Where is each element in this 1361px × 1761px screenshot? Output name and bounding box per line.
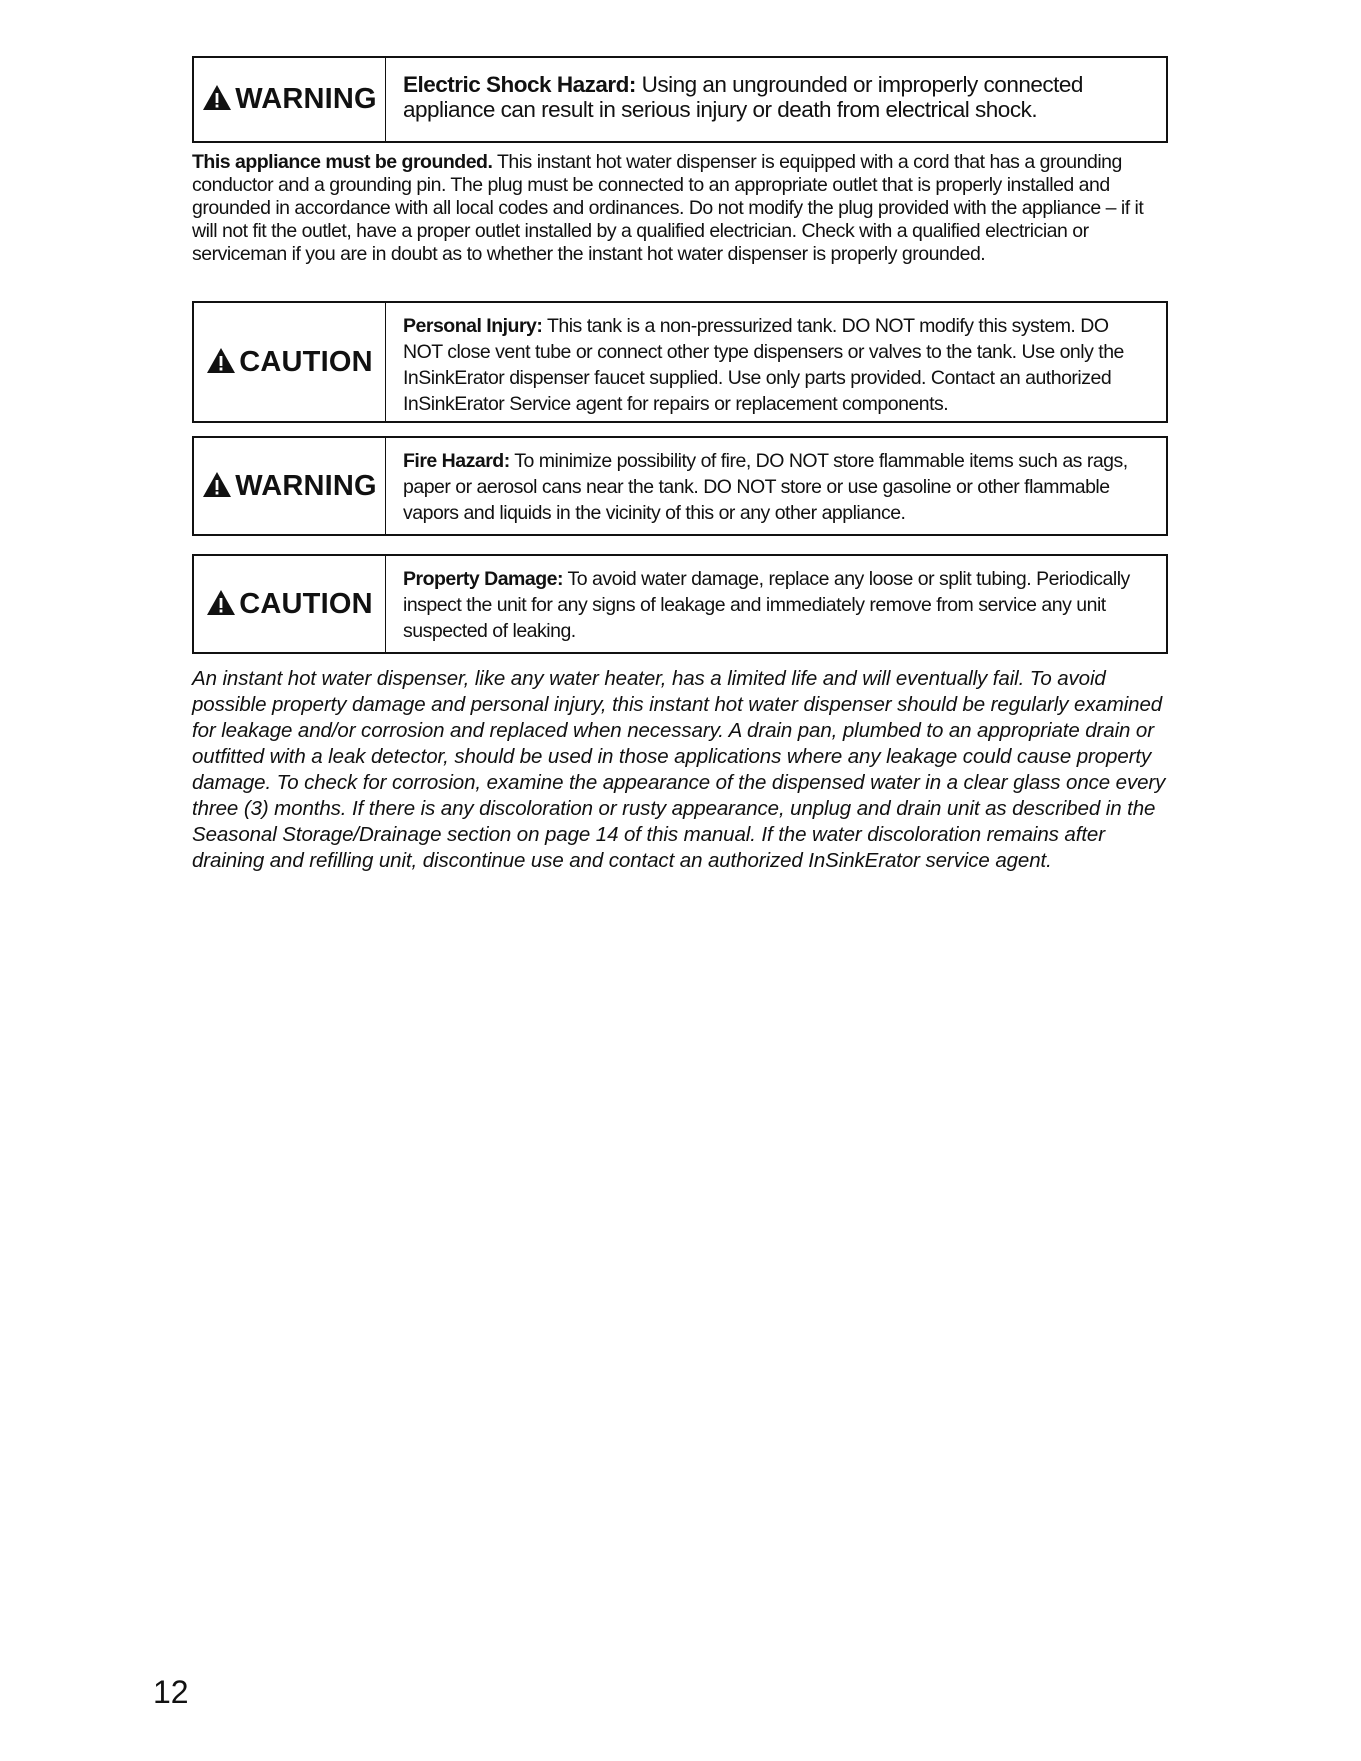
personal-injury-title: Personal Injury: [403,315,543,337]
electric-shock-title: Electric Shock Hazard: [403,72,636,97]
caution-label-text: CAUTION [239,587,373,620]
personal-injury-desc: This tank is a non-pressurized tank. DO NOT modify this system. DO NOT close vent tube or connect other type dispensers or valves to the tank. Use only the InSinkErator dispenser faucet supplied. Use only parts provided. Contact an authorized InSinkErator Service agent for repairs or replacement components. [403,315,1124,415]
property-damage-text [386,556,1166,652]
fire-hazard-title: Fire Hazard: [403,450,510,472]
lifetime-note-paragraph: An instant hot water dispenser, like any water heater, has a limited life and will eventually fail. To avoid possible property damage and personal injury, this instant hot water dispenser should be regularly examined for leakage and/or corrosion and replaced when necessary. A drain pan, plumbed to an appropriate drain or outfitted with a leak detector, should be used in those applications where any leakage could cause property damage. To check for corrosion, examine the appearance of the dispensed water in a clear glass once every three (3) months. If there is any discoloration or rusty appearance, unplug and drain unit as described in the Seasonal Storage/Drainage section on page 14 of this manual. If the water discoloration remains after draining and refilling unit, discontinue use and contact an authorized InSinkErator service agent. [192,667,1166,872]
caution-label-text: CAUTION [239,345,373,378]
electric-shock-warning-box [192,56,1168,143]
grounding-paragraph [192,151,1172,266]
caution-label [194,556,386,652]
warning-label-text: WARNING [235,469,377,502]
warning-triangle-icon [206,347,236,374]
warning-triangle-icon [202,471,232,498]
warning-label-text: WARNING [235,83,377,115]
property-damage-desc: To avoid water damage, replace any loose or split tubing. Periodically inspect the unit for any signs of leakage and immediately remove from service any unit suspected of leaking. [403,568,1130,642]
warning-triangle-icon [206,589,236,616]
electric-shock-text [386,58,1166,141]
personal-injury-caution-box [192,301,1168,423]
warning-triangle-icon [202,84,232,111]
page-number: 12 [153,1674,189,1710]
grounding-text: This instant hot water dispenser is equipped with a cord that has a grounding conductor and a grounding pin. The plug must be connected to an appropriate outlet that is properly installed and grounded in accordance with all local codes and ordinances. Do not modify the plug provided with the appliance – if it will not fit the outlet, have a proper outlet installed by a qualified electrician. Check with a qualified electrician or serviceman if you are in doubt as to whether the instant hot water dispenser is properly grounded. [192,151,1144,265]
fire-hazard-text [386,438,1166,534]
warning-label [194,58,386,141]
personal-injury-text [386,303,1166,421]
electric-shock-desc: Using an ungrounded or improperly connected appliance can result in serious injury or death from electrical shock. [403,72,1083,122]
property-damage-caution-box [192,554,1168,654]
property-damage-title: Property Damage: [403,568,563,590]
grounding-bold-lead: This appliance must be grounded. [192,151,493,173]
fire-hazard-warning-box [192,436,1168,536]
fire-hazard-desc: To minimize possibility of fire, DO NOT store flammable items such as rags, paper or aerosol cans near the tank. DO NOT store or use gasoline or other flammable vapors and liquids in the vicinity of this or any other appliance. [403,450,1128,524]
warning-label [194,438,386,534]
caution-label [194,303,386,421]
